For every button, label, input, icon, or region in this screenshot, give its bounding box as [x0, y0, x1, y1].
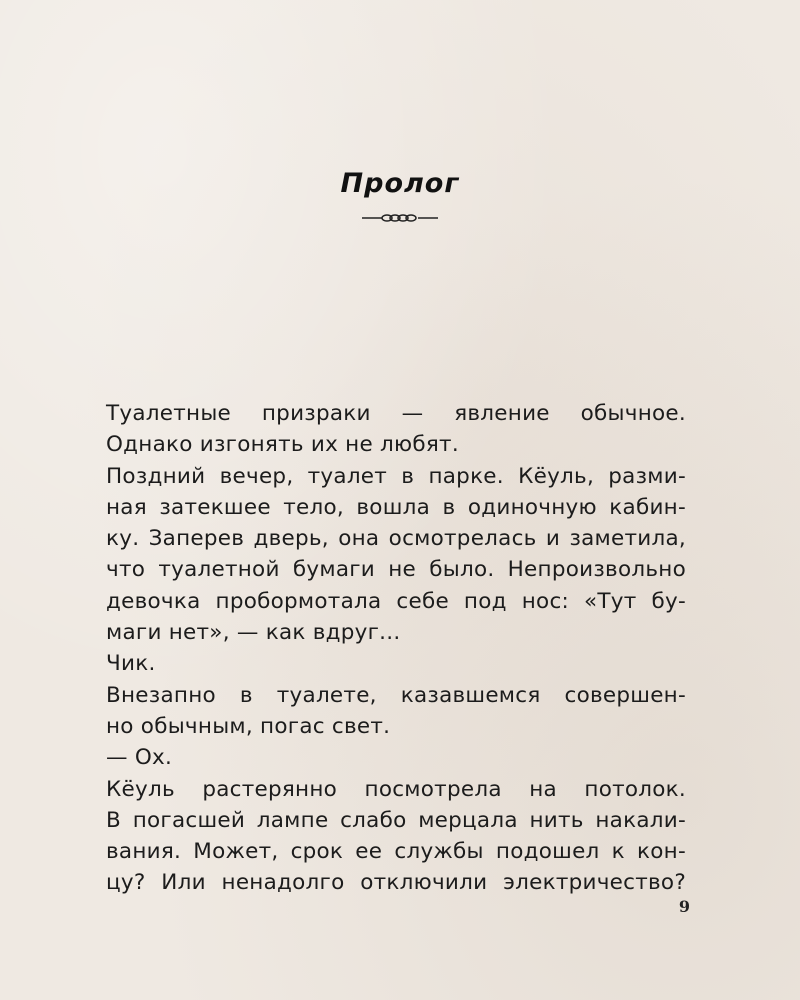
text-line: цу? Или ненадолго отключили электричество? [106, 870, 686, 896]
text-line: ная затекшее тело, вошла в одиночную кабин- [106, 494, 686, 520]
page-number: 9 [678, 897, 690, 916]
text-line: девочка пробормотала себе под нос: «Тут бу- [106, 588, 686, 614]
text-line: Однако изгонять их не любят. [106, 432, 459, 458]
paragraph [106, 742, 686, 773]
text-line: маги нет», — как вдруг... [106, 620, 401, 646]
text-line: Кёуль растерянно посмотрела на потолок. [106, 776, 686, 802]
paragraph [106, 648, 686, 679]
text-line: Чик. [106, 651, 156, 677]
paragraph [106, 398, 686, 461]
prologue-text [106, 398, 686, 899]
text-line: что туалетной бумаги не было. Непроизвольно [106, 557, 686, 583]
text-line: но обычным, погас свет. [106, 713, 391, 739]
paragraph [106, 461, 686, 649]
text-line: Поздний вечер, туалет в парке. Кёуль, разми- [106, 463, 686, 489]
text-line: Туалетные призраки — явление обычное. [106, 401, 686, 426]
text-line: — Ох. [106, 745, 173, 771]
chapter-title: Пролог [340, 168, 460, 199]
paragraph [106, 774, 686, 899]
text-line: вания. Может, срок ее службы подошел к кон- [106, 839, 686, 865]
text-line: ку. Заперев дверь, она осмотрелась и заметила, [106, 526, 686, 552]
flourish-divider-icon [360, 210, 440, 226]
paragraph [106, 680, 686, 743]
text-line: Внезапно в туалете, казавшемся совершен- [106, 682, 686, 708]
text-line: В погасшей лампе слабо мерцала нить накали- [106, 807, 686, 833]
